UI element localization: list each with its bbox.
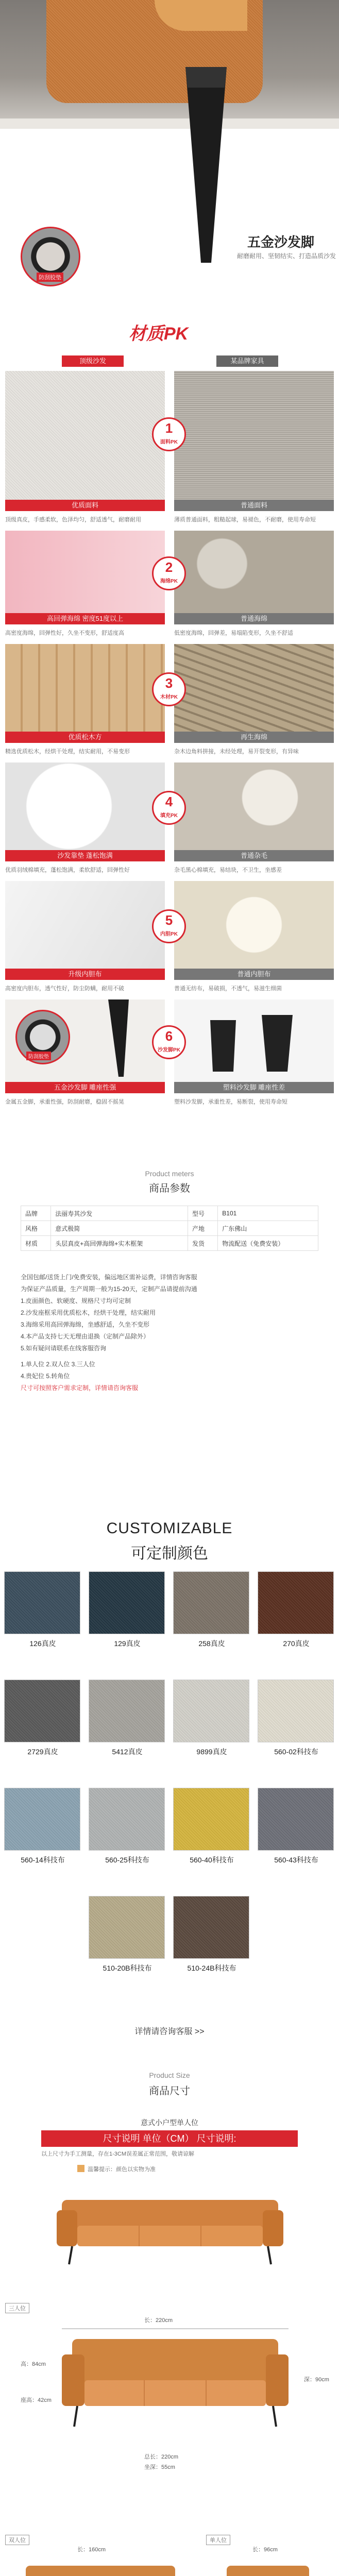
color-label: 560-43科技布 — [274, 1856, 318, 1864]
table-row — [21, 1206, 318, 1221]
note-line: 4.本产品支持七天无理由退换（定制产品除外） — [21, 1333, 150, 1340]
left-material-image — [5, 881, 165, 969]
right-tag: 普通内胆布 — [174, 969, 334, 980]
left-desc: 优质羽绒棉填充，蓬松饱满，柔软舒适，回弹性好 — [5, 867, 130, 873]
right-material-image — [174, 531, 334, 613]
color-swatch — [89, 1680, 165, 1742]
color-swatch — [173, 1788, 249, 1851]
right-material-image — [174, 644, 334, 732]
sofa-1seat-drawing — [216, 2555, 319, 2576]
right-desc: 杂木边角料拼接，未经处理，易开裂变形，有异味 — [174, 749, 299, 755]
dim-inner: 坐深：55cm — [144, 2464, 175, 2470]
sofa-illustration — [57, 2190, 283, 2267]
color-label: 560-25科技布 — [105, 1856, 149, 1864]
size-tag: 双人位 — [5, 2535, 29, 2545]
param-key: 型号 — [188, 1206, 218, 1221]
pad-inset — [15, 1010, 70, 1064]
pk-badge: 3 木材PK — [152, 672, 186, 706]
dim-top-width: 长：220cm — [144, 2317, 173, 2324]
right-desc: 低密度海绵，回弹差，易塌陷变形，久坐不舒适 — [174, 630, 293, 636]
foot-pad-inset — [21, 227, 80, 286]
note-line: 5.如有疑问请联系在线客服咨询 — [21, 1345, 107, 1352]
size-section — [0, 2040, 339, 2576]
param-value: 广东佛山 — [218, 1221, 318, 1236]
color-label: 560-40科技布 — [190, 1856, 234, 1864]
color-swatch — [4, 1680, 80, 1742]
metal-leg-icon — [82, 999, 155, 1082]
color-swatch — [89, 1896, 165, 1959]
right-header: 某品牌家具 — [216, 355, 278, 367]
left-header: 顶级沙发 — [62, 355, 124, 367]
left-tag: 高回弹海绵 密度51度以上 — [5, 613, 165, 624]
size-title-en: Product Size — [149, 2071, 190, 2079]
right-desc: 普通无纺布，易破损，不透气，易滋生细菌 — [174, 986, 282, 992]
colors-title-en: CUSTOMIZABLE — [106, 1520, 233, 1537]
color-label: 126真皮 — [29, 1639, 56, 1648]
size-diagram-small — [0, 2535, 339, 2576]
dim-depth: 深：90cm — [304, 2377, 329, 2383]
feature-title: 五金沙发脚 — [247, 234, 315, 250]
size-tag: 三人位 — [5, 2303, 29, 2313]
right-tag: 塑料沙发脚 雕座性差 — [174, 1082, 334, 1093]
color-swatch — [89, 1571, 165, 1634]
dim-height: 高：84cm — [21, 2361, 46, 2367]
color-swatch — [173, 1896, 249, 1959]
note-line: 2.沙发座框采用优质松木，经烘干处理，结实耐用 — [21, 1309, 156, 1316]
param-key: 材质 — [21, 1236, 51, 1251]
unit-note: 以上尺寸为手工测量，存在1-3CM误差属正常范围，敬请谅解 — [41, 2151, 195, 2157]
colors-title-cn: 可定制颜色 — [131, 1545, 208, 1562]
color-label: 560-02科技布 — [274, 1748, 318, 1756]
left-desc: 金属五金脚，承重性强，防刮耐磨，稳固不摇晃 — [5, 1099, 124, 1105]
right-tag: 再生海绵 — [174, 732, 334, 743]
color-label: 510-24B科技布 — [187, 1964, 236, 1972]
pk-badge: 6 沙发脚PK — [152, 1025, 186, 1059]
right-tag: 普通杂毛 — [174, 850, 334, 861]
right-desc: 杂毛黑心棉填充，易结块，不卫生，坐感差 — [174, 867, 282, 873]
note-line: 1.皮面颜色、软硬度、规格尺寸均可定制 — [21, 1297, 131, 1304]
color-label: 510-20B科技布 — [103, 1964, 152, 1972]
left-tag: 升级内胆布 — [5, 969, 165, 980]
params-title-cn: 商品参数 — [149, 1183, 190, 1194]
param-key: 品牌 — [21, 1206, 51, 1221]
param-value: 物流配送（免费安装） — [218, 1236, 318, 1251]
compare-title: 材质PK — [129, 324, 189, 344]
right-material-image — [174, 762, 334, 850]
right-tag: 普通面料 — [174, 500, 334, 511]
pk-badge: 4 填充PK — [152, 791, 186, 825]
color-label: 258真皮 — [198, 1639, 225, 1648]
left-desc: 顶级真皮，手感柔软，色泽均匀，舒适透气，耐磨耐用 — [5, 517, 141, 523]
param-key: 发货 — [188, 1236, 218, 1251]
params-table — [21, 1206, 318, 1251]
left-material-image — [5, 531, 165, 613]
left-tag: 沙发靠垫 蓬松饱满 — [5, 850, 165, 861]
size-red-title: 意式小户型单人位 — [141, 2119, 198, 2127]
model-swatch-icon — [77, 2165, 84, 2172]
right-material-image — [174, 999, 334, 1082]
colors-section — [0, 1484, 339, 2102]
inset-label: 防刮胶垫 — [37, 273, 63, 282]
left-material-image — [5, 762, 165, 850]
pk-badge: 5 内胆PK — [152, 909, 186, 943]
color-label: 9899真皮 — [196, 1748, 227, 1756]
color-label: 270真皮 — [283, 1639, 310, 1648]
sofa-3seat-drawing — [62, 2324, 289, 2437]
param-value: B101 — [218, 1206, 318, 1221]
right-material-image — [174, 371, 334, 500]
size-diagram-3seat — [0, 2303, 339, 2519]
right-desc: 薄质普通面料，粗糙起球，易褪色，不耐磨，使用寿命短 — [174, 517, 316, 523]
note-line: 全国包邮/送货上门/免费安装，偏远地区需补运费，详情咨询客服 — [21, 1274, 197, 1281]
pk-badge: 2 海绵PK — [152, 556, 186, 590]
left-material-image — [5, 999, 165, 1082]
more-colors-link[interactable]: 详情请咨询客服 >> — [134, 2027, 205, 2036]
left-tag: 优质面料 — [5, 500, 165, 511]
hero-section — [0, 0, 339, 289]
color-swatch — [258, 1788, 334, 1851]
param-value: 头层真皮+高回弹海绵+实木框架 — [51, 1236, 188, 1251]
color-label: 560-14科技布 — [21, 1856, 65, 1864]
note-line: 4.贵妃位 5.转角位 — [21, 1372, 70, 1380]
color-label: 2729真皮 — [27, 1748, 58, 1756]
pad-label: 防刮胶垫 — [26, 1052, 51, 1060]
note-line: 尺寸可按照客户需求定制，详情请咨询客服 — [21, 1384, 139, 1392]
size-title-cn: 商品尺寸 — [149, 2086, 190, 2097]
unit-banner: 尺寸说明 单位（CM） 尺寸说明: — [41, 2130, 298, 2147]
param-key: 产地 — [188, 1221, 218, 1236]
color-swatch — [258, 1680, 334, 1742]
params-title-en: Product meters — [145, 1170, 194, 1178]
color-swatch — [89, 1788, 165, 1851]
size-tag: 单人位 — [206, 2535, 230, 2545]
table-row — [21, 1236, 318, 1251]
param-value: 意式极简 — [51, 1221, 188, 1236]
model-note: 温馨提示：颜色以实物为准 — [88, 2166, 156, 2173]
color-swatch — [258, 1571, 334, 1634]
dim-total: 总长：220cm — [144, 2454, 179, 2460]
plastic-leg-icon — [205, 1010, 308, 1077]
param-key: 风格 — [21, 1221, 51, 1236]
right-material-image — [174, 881, 334, 969]
note-line: 1.单人位 2.双人位 3.三人位 — [21, 1361, 95, 1368]
dim-seat-height: 座高：42cm — [21, 2397, 52, 2403]
dim1-width: 长：96cm — [252, 2547, 278, 2553]
left-desc: 高密度海绵，回弹性好，久坐不变形，舒适度高 — [5, 630, 124, 636]
color-swatch — [4, 1571, 80, 1634]
sofa-leg-image — [103, 67, 258, 273]
table-row — [21, 1221, 318, 1236]
left-desc: 高密度内胆布，透气性好，防尘防螨，耐用不破 — [5, 986, 124, 992]
left-material-image — [5, 644, 165, 732]
sofa-2seat-drawing — [15, 2555, 185, 2576]
color-label: 129真皮 — [114, 1639, 141, 1648]
note-line: 为保证产品质量，生产周期一般为15-20天，定制产品请提前沟通 — [21, 1285, 197, 1293]
color-label: 5412真皮 — [112, 1748, 143, 1756]
left-desc: 精选优质松木，经烘干处理，结实耐用，不易变形 — [5, 749, 130, 755]
right-desc: 塑料沙发脚，承重性差，易断裂，使用寿命短 — [174, 1099, 287, 1105]
pk-badge: 1 面料PK — [152, 417, 186, 451]
color-swatch — [4, 1788, 80, 1851]
param-value: 法丽寿其沙发 — [51, 1206, 188, 1221]
feature-desc: 耐磨耐用、坚韧结实、打造品质沙发 — [237, 252, 336, 260]
left-material-image — [5, 371, 165, 500]
note-line: 3.海绵采用高回弹海绵，坐感舒适，久坐不变形 — [21, 1321, 150, 1328]
left-tag: 优质松木方 — [5, 732, 165, 743]
color-swatch — [173, 1571, 249, 1634]
notes-block — [21, 1273, 318, 1392]
right-tag: 普通海绵 — [174, 613, 334, 624]
dim2-width: 长：160cm — [77, 2547, 106, 2553]
color-swatch — [173, 1680, 249, 1742]
left-tag: 五金沙发脚 雕座性强 — [5, 1082, 165, 1093]
params-section — [0, 1154, 339, 1484]
